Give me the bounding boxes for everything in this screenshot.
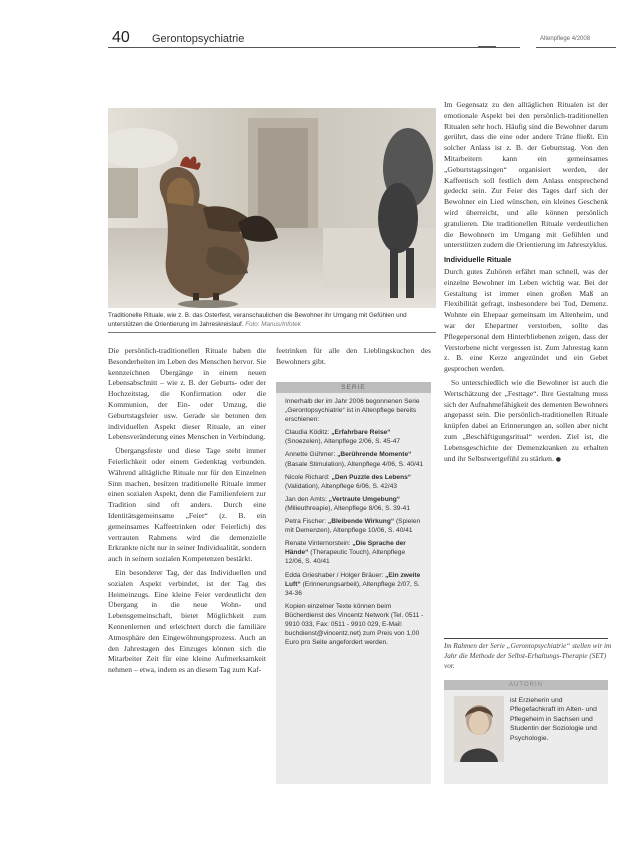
body-column-middle: [276, 346, 431, 371]
series-item: [285, 495, 425, 513]
header-rule-dash: [478, 46, 496, 47]
body-column-right: [444, 100, 608, 468]
series-item: [285, 539, 425, 566]
series-item-author: Renate Vinternorstein:: [285, 540, 351, 548]
series-item: [285, 517, 425, 535]
series-note: Im Rahmen der Serie „Gerontopsychiatrie“ stellen wir im Jahr die Methode der Selbst-Erhaltungs-Therapie (SET) vor.: [444, 642, 612, 670]
author-box-header: AUTORIN: [444, 680, 608, 690]
series-item-title: „Die Sprache der Hände“: [285, 540, 406, 557]
series-item-author: Edda Grieshaber / Holger Bräuer:: [285, 571, 384, 579]
header-rule: [108, 47, 520, 48]
series-item-title: „Ein zweite Luft“: [285, 571, 421, 588]
rooster-photo: [108, 108, 436, 308]
paragraph: [444, 378, 608, 465]
series-item-author: Nicole Richard:: [285, 473, 330, 481]
series-item: [285, 428, 425, 446]
series-item-detail: (Erinnerungsarbeit), Altenpflege 2/07, S. 34-36: [285, 580, 420, 597]
paragraph: Ein besonderer Tag, der das Individuellen und sozialen Aspekt verbindet, ist der Tag des Heimeinzugs. Eine kleine Feier verdeutlicht den Übergang in die neue Wohn- und Lebensgemeinschaft, bietet Möglichkeit zum Kennenlernen und erleichtert durch die familiäre Atmosphäre den Eingewöhnungsprozess. Auch an den Jahrestagen des Einzuges können sich die Mitarbeiter Zeit für eine kleine Aufmerksamkeit nehmen – etwa, indem es an diesem Tag zum Kaf-: [108, 567, 266, 675]
paragraph-text: So unterschiedlich wie die Bewohner ist auch die Wertschätzung der „Festtage“. Ihre Gestaltung muss sich der Aufnahmefähigkeit des dementen Bewohners angepasst sein. Die persönlich-traditionellen Rituale knüpfen dabei an Erinnerungen an, sollen aber nicht zum „Beschäftigungsritual“ werden. Ziel ist, die Lebensgeschichte der Demenzkranken zu erhalten und ihr Selbstwertgefühl zu stärken.: [444, 377, 608, 463]
author-portrait: [454, 696, 504, 762]
journal-issue: Altenpflege 4/2008: [540, 36, 591, 42]
author-box: [444, 680, 608, 784]
journal-rule: [536, 47, 616, 48]
series-item-title: „Vertraute Umgebung“: [328, 495, 401, 503]
series-item-detail: (Milieuthreapie), Altenpflege 8/06, S. 39-41: [285, 504, 410, 512]
series-box: [276, 382, 431, 784]
paragraph: feetrinken für alle den Lieblingskuchen des Bewohners gibt.: [276, 346, 431, 366]
series-box-header: SERIE: [276, 382, 431, 393]
paragraph: Durch gutes Zuhören erfährt man schnell, was der einzelne Bewohner im Leben wichtig war. Bei der Gestaltung ist immer einen großen Maß an Flexibilität gefragt, insbesondere bei Tod, Demenz. Wohnte ein Ehepaar gemeinsam im Altenheim, und war der Ehepartner verstorben, sollte das Pflegepersonal dem Hinterbliebenen zeigen, dass der Verstorbene nicht vergessen ist. Zum Jahrestag kann z. B. eine Kerze angezündet und ein Gebet gesprochen werden.: [444, 266, 608, 374]
series-item-author: Claudia Köditz:: [285, 429, 330, 437]
series-item-detail: (Snoezelen), Altenpflege 2/06, S. 45-47: [285, 438, 401, 446]
series-item: [285, 571, 425, 598]
author-photo: [454, 696, 504, 762]
paragraph: Übergangsfeste und diese Tage steht immer Feierlichkeit oder einem Gedenktag verbunden. Während alltägliche Rituale nur für den Einzelnen Sinn machen, besitzen traditionelle Rituale immer einen sozialen Aspekt, denn die Familienfeiern zur Tradition sind oft anders. Durch eine Identitätsgemeinsame „Feier“ (z. B. ein gemeinsames Kaffeetrinken oder Feierlich) des vertrauten Rahmens wird die demenzielle Erkrankte nicht nur in seiner Individualität, sondern auch in seinem sozialen Kompetenzen bestärkt.: [108, 446, 266, 564]
series-item-detail: (Validation), Altenpflege 6/06, S. 42/43: [285, 482, 398, 490]
series-item: [285, 473, 425, 491]
series-item-detail: (Basale Stimulation), Altenpflege 4/06, S. 40/41: [285, 460, 424, 468]
series-item: [285, 450, 425, 468]
section-title: Gerontopsychiatrie: [152, 33, 245, 45]
series-item-title: „Bleibende Wirkung“: [327, 518, 395, 526]
author-bio: ist Erzieherin und Pflegefachkraft im Alten- und Pflegeheim in Sachsen und Studentin der Soziologie und Psychologie.: [510, 697, 597, 742]
series-item-detail: (Spielen mit Demenzen), Altenpflege 10/06, S. 40/41: [285, 518, 421, 535]
end-mark-icon: ●: [555, 455, 562, 463]
rooster-photo-illustration: [108, 108, 436, 308]
paragraph: Die persönlich-traditionellen Rituale haben die Besonderheiten im Leben des Menschen hervor. Sie kennzeichnen Übergänge in einem neuen Lebensabschnitt – wie z. B. der Geburts- oder der Hochzeitstag, die Konfirmation oder die Kommunion, der Ein- oder Umzug, die Geburtstagsfeier usw. Gerade sie betonen den individuellen Aspekt dieser Rituale, an einer Lebensveränderung eines Menschen in Verbindung.: [108, 346, 266, 442]
series-item-title: „Erfahrbare Reise“: [331, 429, 391, 437]
series-item-title: „Den Puzzle des Lebens“: [331, 473, 412, 481]
series-item-author: Petra Fischer:: [285, 518, 327, 526]
paragraph: Im Gegensatz zu den alltäglichen Ritualen ist der emotionale Aspekt bei den persönlich-traditionellen Ritualen sehr hoch. Häufig sind die Bewohner darum gerührt, dass die eine oder andere Träne fließt. Ein solcher Anlass ist z. B. der Geburtstag. Von den Mitarbeitern kann ein gemeinsames „Geburtstagssingen“ organisiert werden, der Kaffeetisch soll festlich dem Anlass entsprechend gedeckt sein. Zur Feier des Tages darf sich der Bewohner ein Lied wünschen, ein kleines Geschenk wird überreicht, und alle können persönlich gratulieren. Die traditionellen Rituale verdeutlichen die Bewohnern im Umgang mit Gefühlen und unterstützen zudem die Orientierung im Jahreszyklus.: [444, 100, 608, 250]
subheading: Individuelle Rituale: [444, 255, 512, 265]
photo-credit: Foto: Manus/Infotek: [245, 321, 301, 329]
series-item-author: Jan den Amts:: [285, 495, 327, 503]
body-column-left: [108, 346, 266, 679]
photo-caption-text: Traditionelle Rituale, wie z. B. das Osterfest, veranschaulichen die Bewohner ihr Umgang mit Gefühlen und unterstützen die Orientierung im Jahreskreislauf.: [108, 312, 407, 329]
caption-rule: [108, 332, 436, 333]
series-item-detail: (Therapeutic Touch), Altenpflege 12/06, S. 40/41: [285, 549, 406, 566]
series-item-title: „Berührende Momente“: [337, 451, 412, 459]
series-item-author: Annette Gühmer:: [285, 451, 336, 459]
photo-caption: [108, 311, 438, 330]
series-note-rule: [444, 638, 608, 639]
page-number: 40: [112, 29, 130, 46]
series-box-body: [276, 393, 431, 647]
series-order-note: Kopien einzelner Texte können beim Bücherdienst des Vincentz Network (Tel. 0511 - 9910 033, Fax: 0511 - 9910 029, E-Mail: buchdienst@vincentz.net) zum Preis von 1,00 Euro pro Seite angefordert werden.: [285, 602, 424, 647]
series-intro: Innerhalb der im Jahr 2006 begonnenen Serie „Gerontopsychiatrie“ ist in Altenpflege bereits erschienen:: [285, 398, 420, 424]
